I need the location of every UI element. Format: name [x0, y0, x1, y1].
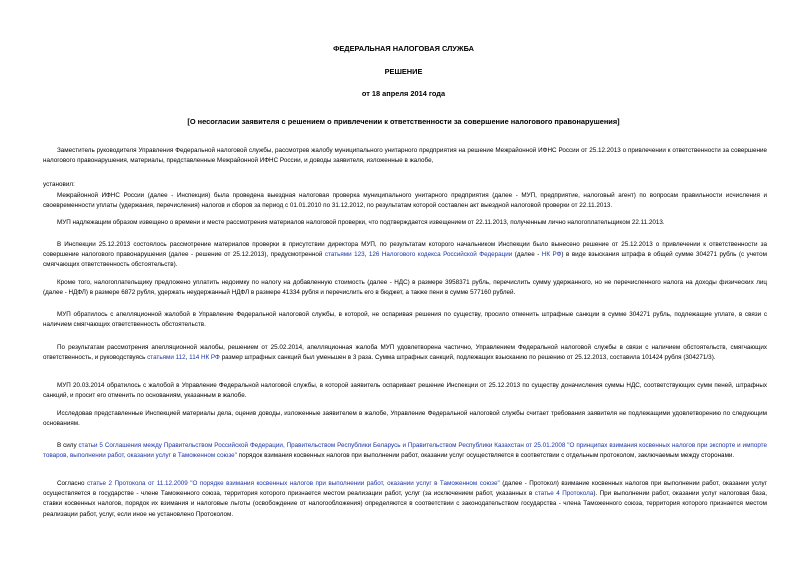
- paragraph-audit: Межрайонной ИФНС России (далее - Инспекция) была проведена выездная налоговая проверка муниципального унитарного предприятия (далее - МУП, предприятие, налоговый агент) по вопросам правильности исчисления и своевременности уплаты (удержания, перечисления) налогов и сборов за период с 01.01.2010 по 31.12.2012, по результатам которой составлен акт выездной налоговой проверки от 22.11.2013.: [43, 192, 767, 210]
- link-article-112[interactable]: статьями 112: [147, 354, 186, 362]
- link-article-126-tax-code[interactable]: 126 Налогового кодекса Российской Федерации: [368, 251, 513, 259]
- paragraph-text: порядок взимания косвенных налогов при выполнении работ, оказании услуг осуществляется в соответствии с отдельным протоколом, заключаемым между сторонами.: [236, 452, 735, 460]
- paragraph-text: ,: [185, 354, 190, 362]
- link-article-123[interactable]: статьями 123: [324, 251, 365, 259]
- link-article-114-nk-rf[interactable]: 114 НК РФ: [189, 354, 220, 362]
- paragraph-text: (далее - Протокол) взимание косвенных налогов при выполнении работ, оказании услуг осуществляется в государстве - члене Таможенного союза, территория которого признается местом реализации работ, услуг (за исключением работ, указанных в: [43, 480, 768, 498]
- paragraph-decision: [43, 240, 767, 271]
- paragraph-appeal: МУП обратилось с апелляционной жалобой в Управление Федеральной налоговой службы, в которой, не оспаривая решения по существу, просило отменить штрафные санкции в сумме 304271 рубль, подлежащие уплате, в связи с наличием смягчающих ответственность обстоятельств.: [43, 311, 767, 329]
- paragraph-appeal-result: [43, 343, 767, 363]
- document-type: РЕШЕНИЕ: [384, 67, 423, 76]
- link-agreement-article-5[interactable]: статьи 5 Соглашения между Правительством Российской Федерации, Правительством Республики Беларусь и Правительством Республики Казахстан от 25.01.2008 "О принципах взимания косвенных налогов при экспорте и импорте товаров, выполнении работ, оказании услуг в Таможенном союзе": [43, 442, 767, 460]
- link-protocol-article-4[interactable]: статье 4 Протокола: [534, 490, 594, 498]
- paragraph-text: ,: [364, 251, 369, 259]
- paragraph-text: ). При выполнении работ, оказании услуг налоговая база, ставки косвенных налогов, порядок их взимания и налоговые льготы (освобождение от налогообложения) определяются в соответствии с законодательством государства - члена Таможенного союза, территория которого признается местом реализации работ, услуг, если иное не установлено Протоколом.: [43, 490, 767, 518]
- paragraph-text: размер штрафных санкций был уменьшен в 3 раза. Сумма штрафных санкций, подлежащих взысканию по решению от 25.12.2013, составила 101424 рубля (304271/3).: [219, 354, 716, 362]
- link-nk-rf[interactable]: НК РФ: [541, 251, 562, 259]
- document-date: от 18 апреля 2014 года: [361, 89, 446, 98]
- document-subject: [О несогласии заявителя с решением о привлечении к ответственности за совершение налогового правонарушения]: [187, 117, 620, 126]
- paragraph-agreement: [43, 441, 767, 461]
- paragraph-established: установил:: [43, 181, 75, 188]
- paragraph-text: В силу: [57, 442, 79, 449]
- agency-title: ФЕДЕРАЛЬНАЯ НАЛОГОВАЯ СЛУЖБА: [333, 44, 474, 53]
- paragraph-text: (далее -: [512, 251, 542, 259]
- paragraph-text: По результатам рассмотрения апелляционной жалобы, решением от 25.02.2014, апелляционная жалоба МУП удовлетворена частично, Управлением Федеральной налоговой службы в связи с наличием обстоятельств, смягчающих ответственность, и руководствуясь: [43, 344, 767, 362]
- link-protocol-article-2[interactable]: статье 2 Протокола от 11.12.2009 "О порядке взимания косвенных налогов при выполнении работ, оказании услуг в Таможенном союзе": [87, 480, 500, 487]
- paragraph-intro: Заместитель руководителя Управления Федеральной налоговой службы, рассмотрев жалобу муниципального унитарного предприятия на решение Межрайонной ИФНС России от 25.12.2013 о привлечении к ответственности за совершение налогового правонарушения, материалы, представленные Межрайонной ИФНС России, и доводы заявителя, изложенные в жалобе,: [43, 147, 767, 165]
- paragraph-text: В Инспекции 25.12.2013 состоялось рассмотрение материалов проверки в присутствии директора МУП, по результатам которого начальником Инспекции было вынесено решение от 25.12.2013 о привлечении к ответственности за совершение налогового правонарушения (далее - решение от 25.12.2013), предусмотренной: [43, 241, 767, 259]
- paragraph-text: ) в виде взыскания штрафа в общей сумме 304271 рубль (с учетом смягчающих ответственность обстоятельств).: [43, 251, 767, 269]
- paragraph-arrears: Кроме того, налогоплательщику предложено уплатить недоимку по налогу на добавленную стоимость (далее - НДС) в размере 3958371 рубль, перечислить сумму удержанного, но не перечисленного налога на доходы физических лиц (далее - НДФЛ) в размере 6872 рубля, удержать неудержанный НДФЛ в размере 41334 рубля и перечислить его в бюджет, а также пени в сумме 577160 рублей.: [43, 279, 767, 297]
- paragraph-protocol: [43, 479, 767, 520]
- paragraph-text: Согласно: [57, 480, 87, 487]
- paragraph-notice: МУП надлежащим образом извещено о времени и месте рассмотрения материалов налоговой проверки, что подтверждается извещением от 22.11.2013, полученным лично налогоплательщиком 22.11.2013.: [57, 219, 665, 226]
- paragraph-complaint: МУП 20.03.2014 обратилось с жалобой в Управление Федеральной налоговой службы, в которой заявитель оспаривает решение Инспекции от 25.12.2013 по существу доначисления суммы НДС, соответствующих сумм пеней, штрафных санкций, и просит его отменить по основаниям, указанным в жалобе.: [43, 382, 767, 400]
- paragraph-assessment: Исследовав представленные Инспекцией материалы дела, оценив доводы, изложенные заявителем в жалобе, Управление Федеральной налоговой службы считает требования заявителя не подлежащими удовлетворению по следующим основаниям.: [43, 410, 767, 428]
